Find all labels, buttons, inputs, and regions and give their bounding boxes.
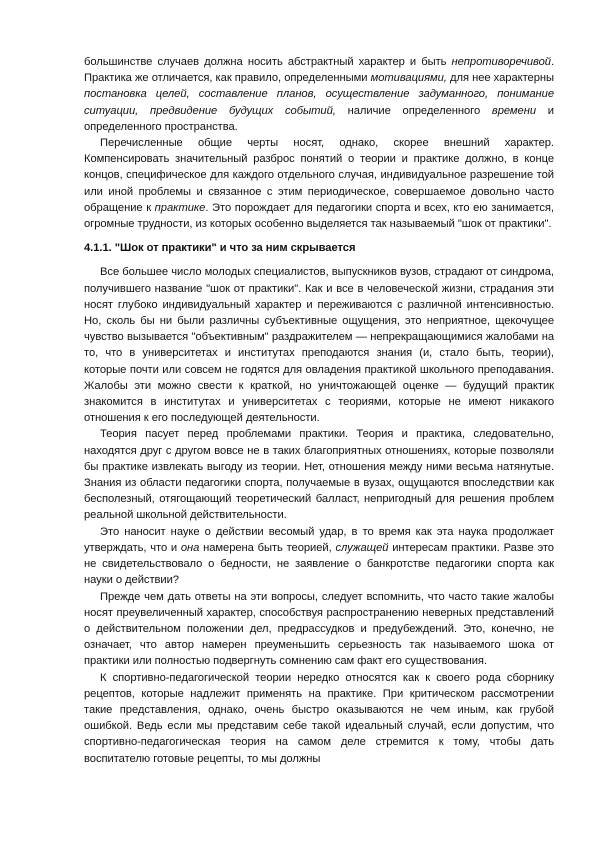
italic-run: она (180, 541, 200, 554)
italic-run: времени (491, 104, 536, 117)
document-page (84, 54, 554, 767)
text-run: . Это порождает для педагогики спорта и всех, кто ею занимается, огромные трудности, из которых особенно выделяется так называемый "шок от практики". (84, 201, 554, 231)
paragraph-practice-shock: Все большее число молодых специалистов, выпускников вузов, страдают от синдрома, получившего название "шок от практики". Как и все в человеческой жизни, страдания эти носят глубоко индивидуальный характер и переживаются с различной интенсивностью. Но, сколь бы ни были различны субъективные ощущения, это неприятное, щекочущее чувство вызывается "объективным" раздражителем — непрекращающимися жалобами на то, что в университетах и институтах преподаются знания (и, стало быть, теории), которые почти или совсем не годятся для овладения практикой школьного преподавания. Жалобы эти можно свести к краткой, но уничтожающей оценке — будущий практик знакомится в институтах и университетах с теориями, которые не имеют никакого отношения к его последующей деятельности. (84, 266, 554, 425)
paragraph-recipe-collection: К спортивно-педагогической теории нередко относятся как к своего рода сборнику рецептов, которые надлежит применять на практике. При критическом рассмотрении такие представления, однако, очень быстро оказываются не чем иным, как грубой ошибкой. Ведь если мы представим себе такой идеальный случай, если допустим, что спортивно-педагогическая теория на самом деле стремится к тому, чтобы дать воспитателю готовые рецепты, то мы должны (84, 671, 554, 765)
text-run: и определенного пространства. (84, 104, 554, 133)
paragraph-theory-fails: Теория пасует перед проблемами практики. Теория и практика, следовательно, находятся друг с другом вовсе не в таких благоприятных отношениях, которые позволяли бы практике извлекать выгоду из теории. Нет, отношения между ними весьма натянутые. Знания из области педагогики спорта, получаемые в вузах, ощущаются впоследствии как бесполезный, отягощающий теоретический балласт, непригодный для решения проблем реальной школьной действительности. (84, 428, 554, 522)
text-run: большинстве случаев должна носить абстрактный характер и быть (84, 56, 452, 68)
italic-run: непротиворечивой (451, 56, 551, 68)
italic-run: мотивациями, (370, 72, 447, 85)
text-run: интересам практики. Разве это не свидетельствовало о бедности, не заявление о банкротстве педагогики спорта как науки о действии? (84, 541, 554, 587)
text-run: Перечисленные общие черты носят, однако, скорее внешний характер. Компенсировать значительный разброс понятий о теории и практике должно, в конце концов, специфическое для каждого отдельного случая, индивидуальное разрешение той или иной проблемы и связанное с этим периодическое, совершаемое довольно часто обращение к (84, 137, 554, 214)
paragraph-theory-practice-traits (84, 54, 554, 135)
section-heading: 4.1.1. "Шок от практики" и что за ним скрывается (84, 242, 356, 255)
text-run: наличие определенного (335, 104, 492, 117)
paragraph-exaggerated-complaints: Прежде чем дать ответы на эти вопросы, следует вспомнить, что часто такие жалобы носят преувеличенный характер, способствуя распространению неверных представлений о действительном положении дел, предрассудков и предубеждений. Это, конечно, не означает, что автор намерен преуменьшить серьезность так называемого шока от практики или полностью подвергнуть сомнению сам факт его существования. (84, 590, 554, 668)
italic-run: практике (154, 201, 206, 214)
italic-run: служащей (335, 541, 389, 554)
text-run: намерена быть теорией, (199, 541, 336, 554)
text-run: . Практика же отличается, как правило, определенными (84, 56, 554, 85)
paragraph-science-blow (84, 524, 554, 589)
paragraph-external-character (84, 135, 554, 232)
italic-run: постановка целей, составление планов, осуществление задуманного, понимание ситуации, предвидение будущих событий, (84, 88, 554, 117)
text-run: для нее характерны (446, 72, 554, 85)
text-run: Это наносит науке о действии весомый удар, в то время как эта наука продолжает утверждать, что и (84, 525, 554, 554)
